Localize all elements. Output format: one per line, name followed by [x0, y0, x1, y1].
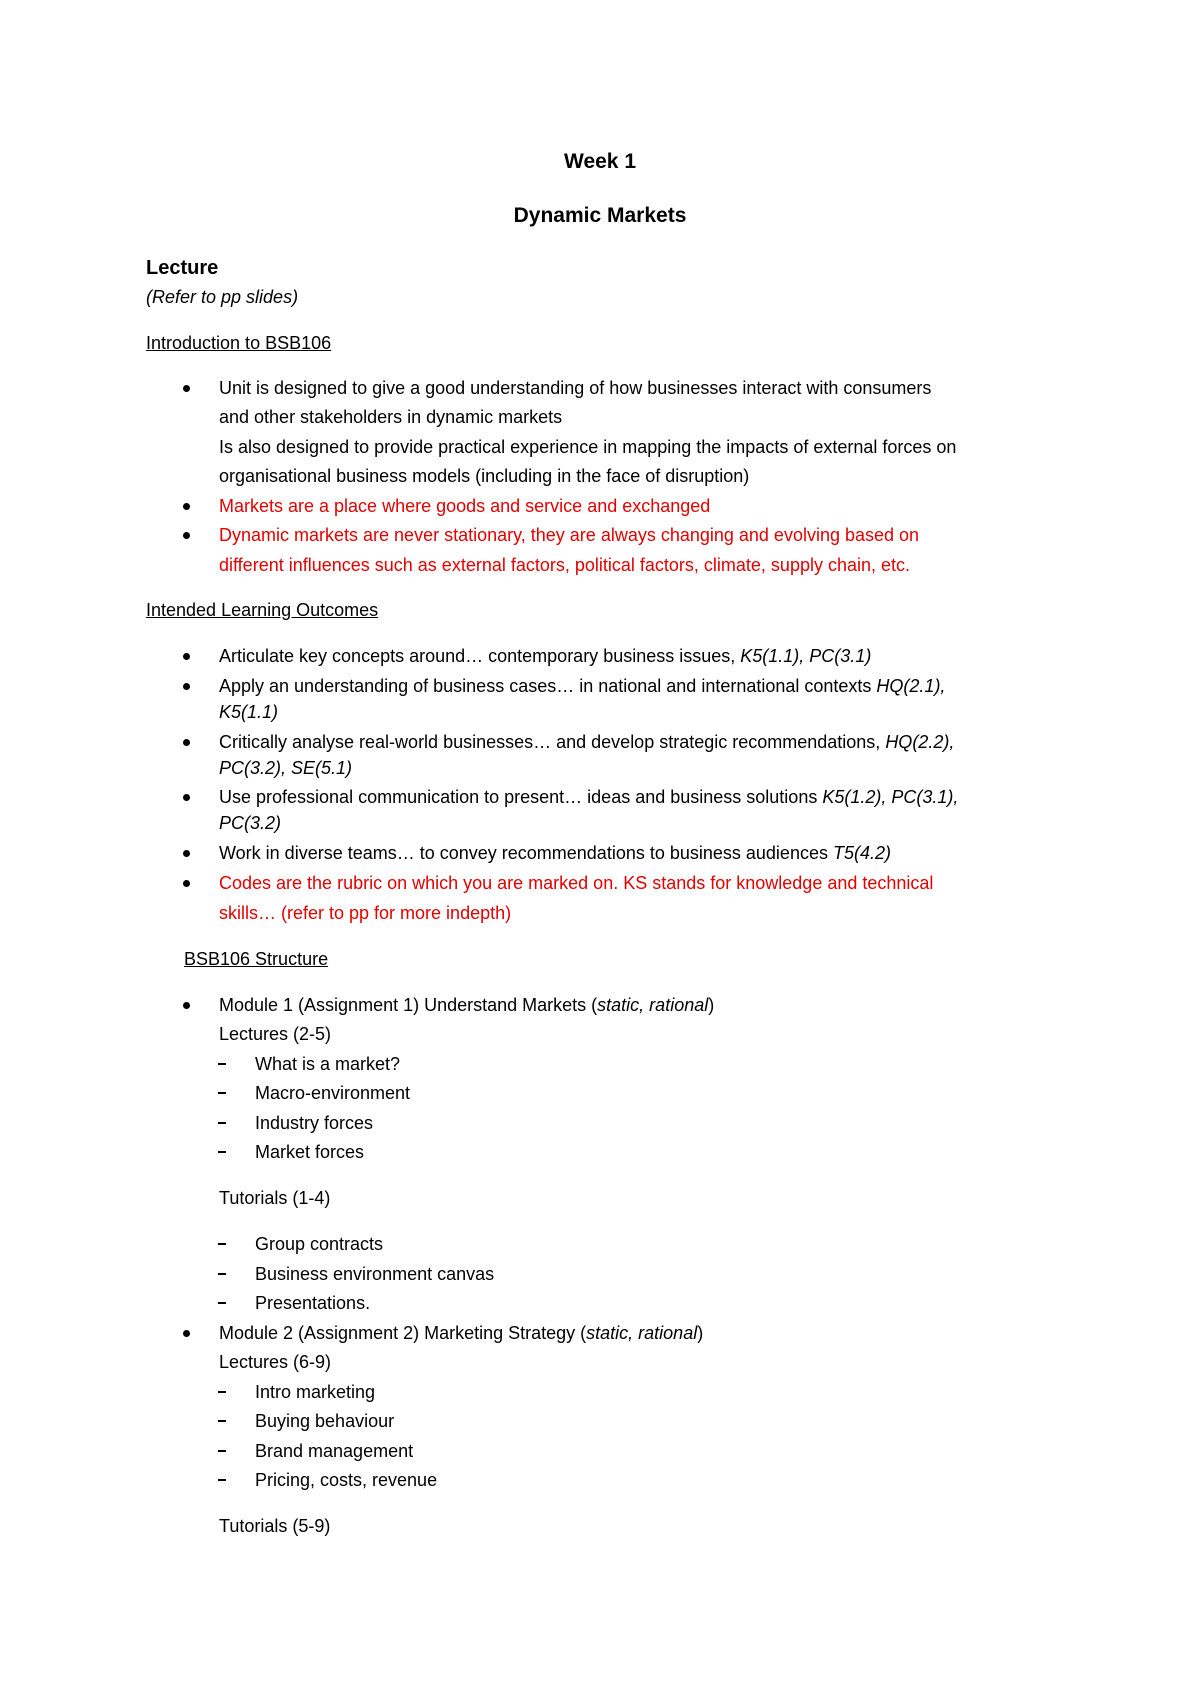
module-1-lecture-item: Market forces [255, 1142, 365, 1162]
ilo-outcome-2-codes-cont: K5(1.1) [219, 702, 279, 722]
module-1-tutorials: Tutorials (1-4) [219, 1188, 331, 1208]
module-2-title [219, 1321, 703, 1345]
ilo-outcome-5 [219, 841, 891, 865]
intro-bullet-1-line3: Is also designed to provide practical experience in mapping the impacts of external forces on [219, 437, 957, 457]
ilo-outcome-3-text: Critically analyse real-world businesses… and develop strategic recommendations, [219, 732, 886, 752]
ilo-outcome-2-codes: HQ(2.1), [876, 676, 946, 696]
ilo-outcome-5-text: Work in diverse teams… to convey recommendations to business audiences [219, 843, 833, 863]
dash-icon [218, 1409, 230, 1433]
module-1-title-pre: Module 1 (Assignment 1) Understand Markets ( [219, 995, 598, 1015]
module-1-lectures: Lectures (2-5) [219, 1024, 332, 1044]
module-1-tutorial-item: Group contracts [255, 1234, 384, 1254]
ilo-heading: Intended Learning Outcomes [146, 600, 379, 620]
intro-bullet-1-line4: organisational business models (including in the face of disruption) [219, 466, 750, 486]
document-title: Week 1 [564, 150, 636, 173]
intro-bullet-3-line1: Dynamic markets are never stationary, they are always changing and evolving based on [219, 525, 920, 545]
dash-icon [218, 1439, 230, 1463]
intro-heading: Introduction to BSB106 [146, 333, 332, 353]
dash-icon [218, 1380, 230, 1404]
module-1-lecture-item: Macro-environment [255, 1083, 411, 1103]
ilo-outcome-1 [219, 644, 871, 668]
module-2-title-post: ) [697, 1323, 704, 1343]
module-1-title [219, 993, 714, 1017]
module-2-tutorials: Tutorials (5-9) [219, 1516, 331, 1536]
module-1-lecture-item: What is a market? [255, 1054, 401, 1074]
module-1-lecture-item: Industry forces [255, 1113, 374, 1133]
module-2-lecture-item: Intro marketing [255, 1382, 376, 1402]
dash-icon [218, 1081, 230, 1105]
module-1-title-italic: static, rational [597, 995, 709, 1015]
intro-bullet-1-line1: Unit is designed to give a good understanding of how businesses interact with consumers [219, 378, 932, 398]
dash-icon [218, 1468, 230, 1492]
ilo-outcome-2 [219, 674, 945, 698]
dash-icon [218, 1111, 230, 1135]
dash-icon [218, 1052, 230, 1076]
lecture-heading: Lecture [146, 257, 219, 279]
module-1-title-post: ) [708, 995, 715, 1015]
module-2-title-italic: static, rational [586, 1323, 698, 1343]
ilo-outcome-3-codes-cont: PC(3.2), SE(5.1) [219, 758, 353, 778]
structure-heading: BSB106 Structure [184, 949, 329, 969]
module-1-tutorial-item: Presentations. [255, 1293, 371, 1313]
module-2-title-pre: Module 2 (Assignment 2) Marketing Strategy ( [219, 1323, 587, 1343]
dash-icon [218, 1262, 230, 1286]
ilo-outcome-4-codes: K5(1.2), PC(3.1), [822, 787, 959, 807]
bullet-icon [181, 841, 191, 865]
bullet-icon [181, 523, 191, 547]
dash-icon [218, 1232, 230, 1256]
ilo-outcome-6-line2: skills… (refer to pp for more indepth) [219, 903, 512, 923]
ilo-outcome-4-codes-cont: PC(3.2) [219, 813, 282, 833]
module-1-tutorial-item: Business environment canvas [255, 1264, 495, 1284]
bullet-icon [181, 376, 191, 400]
module-2-lectures: Lectures (6-9) [219, 1352, 332, 1372]
ilo-outcome-4 [219, 785, 958, 809]
bullet-icon [181, 730, 191, 754]
bullet-icon [181, 871, 191, 895]
module-2-lecture-item: Buying behaviour [255, 1411, 395, 1431]
ilo-outcome-5-codes: T5(4.2) [832, 843, 891, 863]
ilo-outcome-1-text: Articulate key concepts around… contemporary business issues, [219, 646, 741, 666]
dash-icon [218, 1291, 230, 1315]
module-2-lecture-item: Brand management [255, 1441, 414, 1461]
bullet-icon [181, 993, 191, 1017]
ilo-outcome-2-text: Apply an understanding of business cases… in national and international contexts [219, 676, 877, 696]
intro-bullet-3-line2: different influences such as external factors, political factors, climate, supply chain, etc. [219, 555, 911, 575]
intro-bullet-2: Markets are a place where goods and service and exchanged [219, 496, 711, 516]
bullet-icon [181, 494, 191, 518]
ilo-outcome-3 [219, 730, 954, 754]
module-2-lecture-item: Pricing, costs, revenue [255, 1470, 438, 1490]
bullet-icon [181, 644, 191, 668]
ilo-outcome-4-text: Use professional communication to present… ideas and business solutions [219, 787, 823, 807]
ilo-outcome-3-codes: HQ(2.2), [885, 732, 955, 752]
bullet-icon [181, 1321, 191, 1345]
dash-icon [218, 1140, 230, 1164]
document-subtitle: Dynamic Markets [513, 204, 687, 227]
bullet-icon [181, 785, 191, 809]
intro-bullet-1-line2: and other stakeholders in dynamic markets [219, 407, 563, 427]
ilo-outcome-6-line1: Codes are the rubric on which you are marked on. KS stands for knowledge and technical [219, 873, 934, 893]
ilo-outcome-1-codes: K5(1.1), PC(3.1) [740, 646, 872, 666]
lecture-note: (Refer to pp slides) [146, 287, 299, 307]
bullet-icon [181, 674, 191, 698]
